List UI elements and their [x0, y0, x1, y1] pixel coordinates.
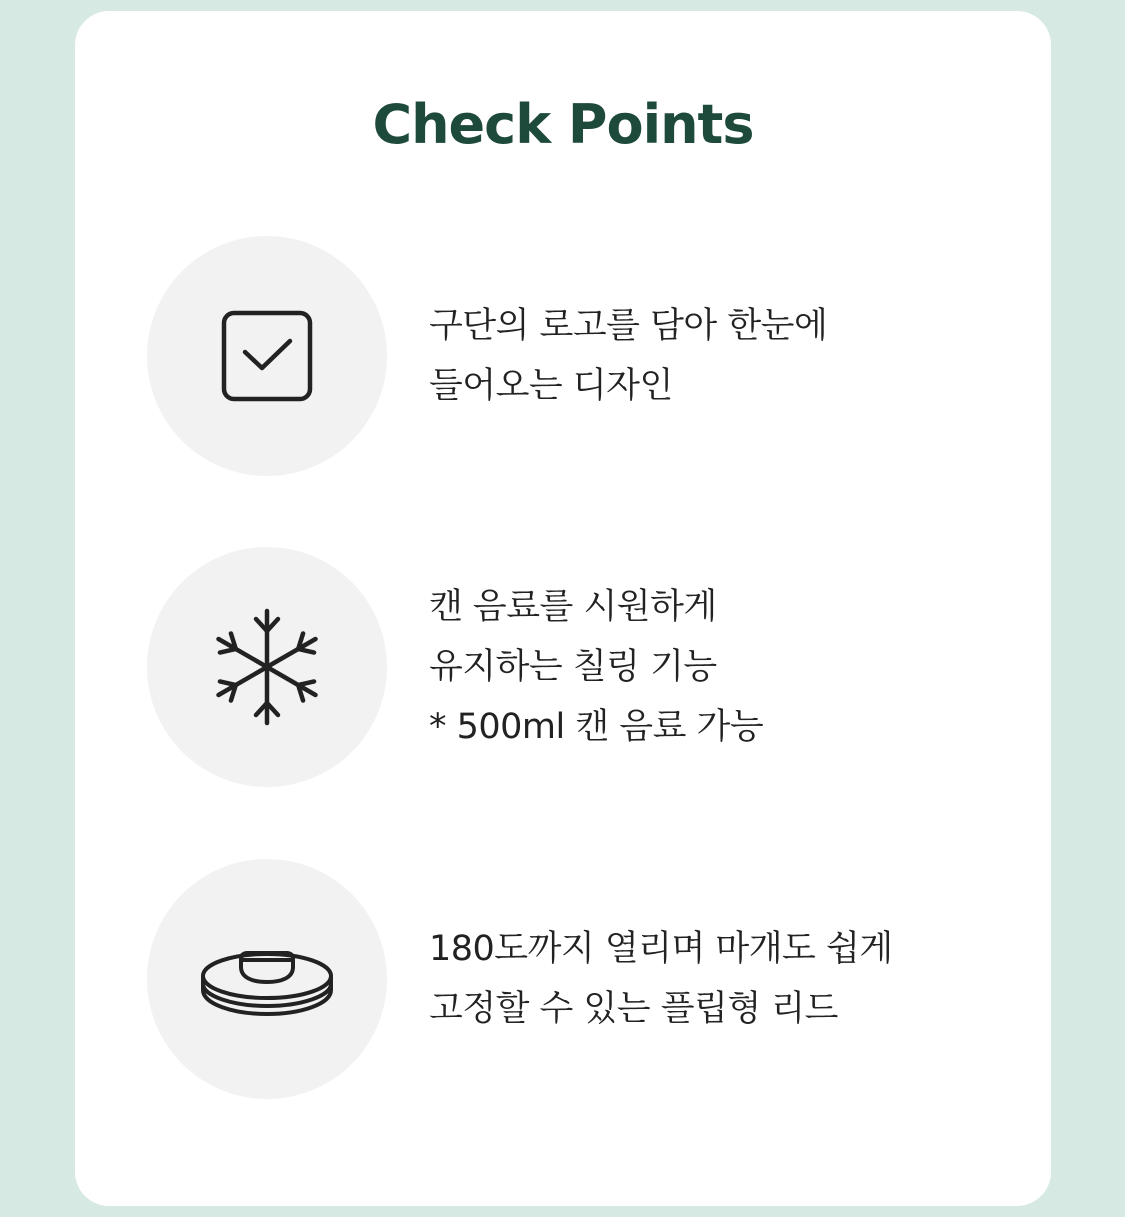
icon-circle: [147, 547, 387, 787]
icon-circle: [147, 859, 387, 1099]
icon-circle: [147, 236, 387, 476]
check-point-line: 들어오는 디자인: [429, 366, 673, 406]
checkbox-icon: [217, 306, 317, 406]
snowflake-icon: [212, 607, 322, 727]
check-point-text: [429, 859, 989, 1099]
check-points-card: [75, 11, 1051, 1206]
check-point-line: 캔 음료를 시원하게: [429, 587, 717, 627]
check-point-item-chilling: [147, 547, 1007, 787]
check-point-line: 구단의 로고를 담아 한눈에: [429, 306, 828, 346]
check-point-line: 180도까지 열리며 마개도 쉽게: [429, 929, 893, 969]
page-title: Check Points: [372, 93, 754, 156]
flip-lid-icon: [197, 934, 337, 1024]
check-point-item-design: [147, 236, 1007, 476]
check-point-text: [429, 547, 989, 787]
check-point-line: 고정할 수 있는 플립형 리드: [429, 989, 838, 1029]
check-point-text: [429, 236, 989, 476]
check-point-item-lid: [147, 859, 1007, 1099]
check-point-line: * 500ml 캔 음료 가능: [429, 707, 764, 747]
check-point-line: 유지하는 칠링 기능: [429, 647, 717, 687]
